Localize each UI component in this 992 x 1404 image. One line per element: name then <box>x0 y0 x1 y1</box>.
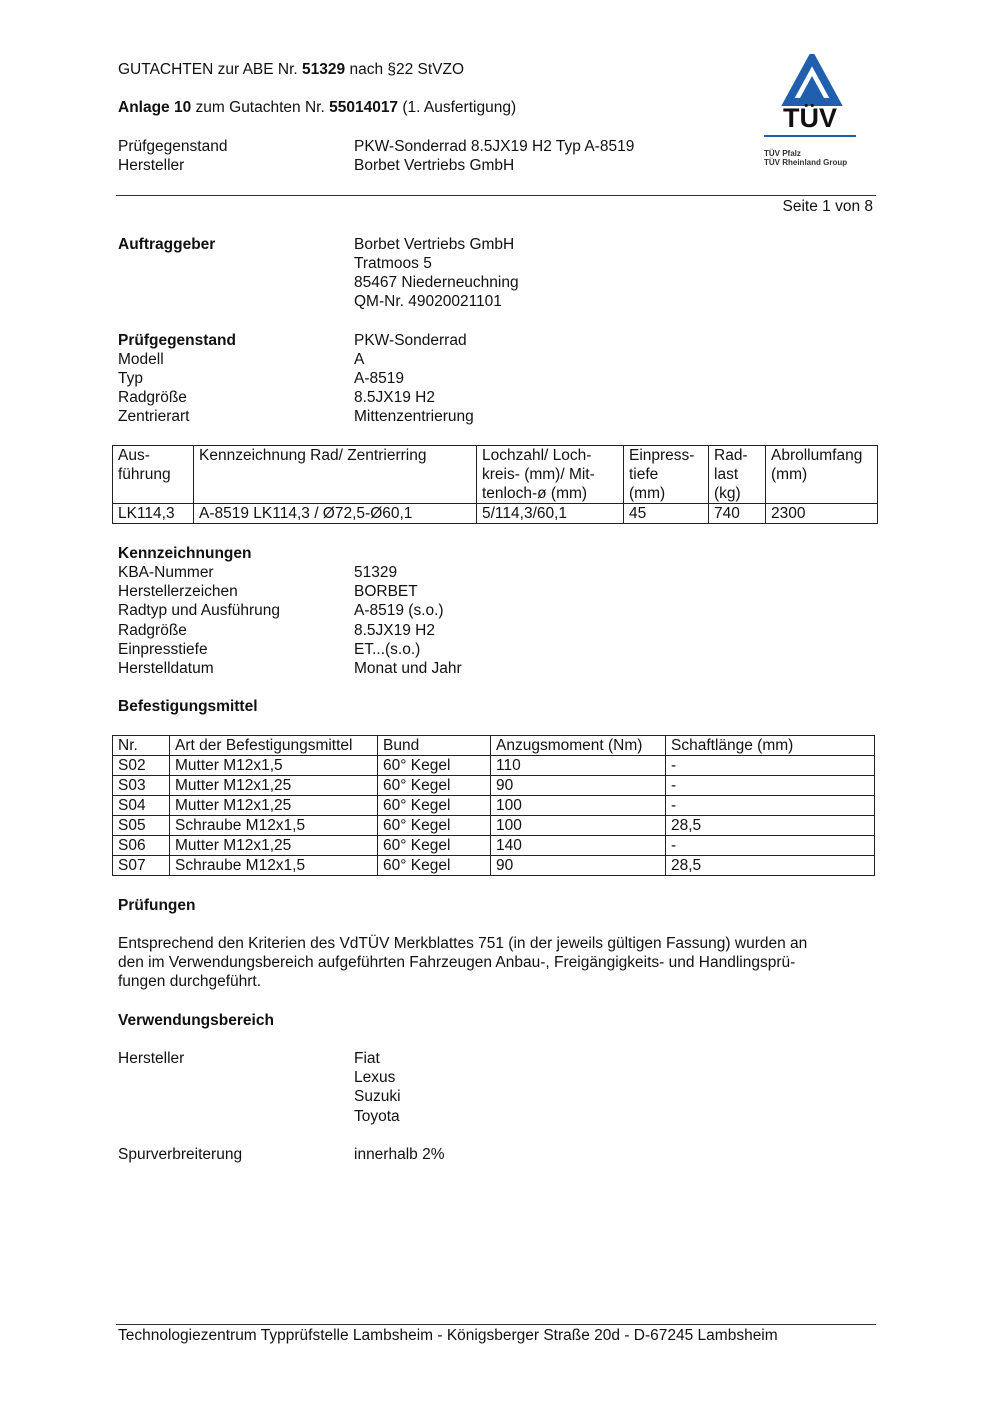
header-pruef-value: PKW-Sonderrad 8.5JX19 H2 Typ A-8519 <box>354 138 635 155</box>
table-cell: 140 <box>491 836 666 856</box>
table-row <box>113 816 875 836</box>
table-cell: Mutter M12x1,5 <box>170 756 378 776</box>
table-cell: - <box>666 836 875 856</box>
header-pruef-label: Prüfgegenstand <box>118 138 228 155</box>
verwendung-hersteller: Suzuki <box>354 1088 401 1105</box>
header-divider <box>116 195 876 196</box>
tuev-sub-2: TÜV Rheinland Group <box>764 158 848 167</box>
table-row <box>113 856 875 876</box>
kz-label: Radtyp und Ausführung <box>118 602 281 619</box>
header-line-2-suffix: (1. Ausfertigung) <box>402 99 517 116</box>
header-cell-line: Kennzeichnung Rad/ Zentrierring <box>199 447 427 464</box>
logo-divider <box>764 135 856 137</box>
table-cell: S02 <box>113 756 170 776</box>
table-cell: 60° Kegel <box>378 816 491 836</box>
pruefungen-text-line: Entsprechend den Kriterien des VdTÜV Merkblattes 751 (in der jeweils gültigen Fassung) wurden an <box>118 935 808 952</box>
befestigung-table <box>112 735 875 876</box>
table-cell: - <box>666 776 875 796</box>
table-cell: - <box>666 796 875 816</box>
table-cell: 110 <box>491 756 666 776</box>
befestigung-title <box>118 697 258 716</box>
table-cell: 60° Kegel <box>378 776 491 796</box>
header-cell-line: (mm) <box>629 485 666 502</box>
table-row <box>113 776 875 796</box>
table-cell: S07 <box>113 856 170 876</box>
page-number: Seite 1 von 8 <box>782 198 873 215</box>
rad-table-header <box>113 446 878 504</box>
table-cell: 45 <box>624 504 709 524</box>
table-cell: 60° Kegel <box>378 856 491 876</box>
pruefungen-title <box>118 896 196 915</box>
table-cell: - <box>666 756 875 776</box>
verwendung-title <box>118 1011 274 1030</box>
table-cell: S05 <box>113 816 170 836</box>
table-cell: 100 <box>491 796 666 816</box>
header-cell-line: Abrollumfang <box>771 447 863 464</box>
pruefgegenstand-label-text: Prüfgegenstand <box>118 332 236 349</box>
header-cell: Anzugsmoment (Nm) <box>491 736 666 756</box>
pruefungen-text-line: den im Verwendungsbereich aufgeführten Fahrzeugen Anbau-, Freigängigkeits- und Handlingsprü- <box>118 954 796 971</box>
table-row <box>113 836 875 856</box>
header-cell <box>766 446 878 504</box>
verwendung-hersteller: Lexus <box>354 1069 396 1086</box>
header-line-2-mid: zum Gutachten Nr. <box>195 99 325 116</box>
anlage-label: Anlage 10 <box>118 99 192 116</box>
kz-label: Radgröße <box>118 622 187 639</box>
header-cell <box>709 446 766 504</box>
table-cell: 90 <box>491 776 666 796</box>
kz-label: Einpresstiefe <box>118 641 208 658</box>
table-cell: S04 <box>113 796 170 816</box>
table-cell: 5/114,3/60,1 <box>477 504 624 524</box>
pruefungen-text-line: fungen durchgeführt. <box>118 973 262 990</box>
kz-value: A-8519 (s.o.) <box>354 602 444 619</box>
pruefgegenstand-value: PKW-Sonderrad <box>354 332 467 349</box>
header-line-1-suffix: nach §22 StVZO <box>349 61 465 78</box>
header-cell-line: (kg) <box>714 485 741 502</box>
table-cell: 2300 <box>766 504 878 524</box>
table-cell: 28,5 <box>666 856 875 876</box>
gutachten-number: 55014017 <box>329 99 399 116</box>
header-cell-line: Lochzahl/ Loch- <box>482 447 592 464</box>
header-cell-line: tenloch-ø (mm) <box>482 485 588 502</box>
header-hersteller-value: Borbet Vertriebs GmbH <box>354 157 515 174</box>
verwendung-title-text: Verwendungsbereich <box>118 1012 274 1029</box>
header-cell: Art der Befestigungsmittel <box>170 736 378 756</box>
auftraggeber-line: Borbet Vertriebs GmbH <box>354 236 515 253</box>
header-line-2 <box>118 98 516 117</box>
header-cell: Schaftlänge (mm) <box>666 736 875 756</box>
header-hersteller-label: Hersteller <box>118 157 185 174</box>
header-cell <box>113 446 194 504</box>
table-row <box>113 796 875 816</box>
verwendung-hersteller: Toyota <box>354 1108 400 1125</box>
table-row <box>113 504 878 524</box>
spur-value: innerhalb 2% <box>354 1146 445 1163</box>
header-cell-line: Einpress- <box>629 447 695 464</box>
header-cell-line: last <box>714 466 739 483</box>
typ-label: Typ <box>118 370 143 387</box>
footer-divider <box>116 1324 876 1325</box>
pruefgegenstand-label <box>118 331 236 350</box>
kz-value: BORBET <box>354 583 418 600</box>
zentrierart-label: Zentrierart <box>118 408 190 425</box>
typ-value: A-8519 <box>354 370 404 387</box>
auftraggeber-line: 85467 Niederneuchning <box>354 274 519 291</box>
kz-label: Herstelldatum <box>118 660 214 677</box>
header-line-1-prefix: GUTACHTEN zur ABE Nr. <box>118 61 298 78</box>
header-cell-line: kreis- (mm)/ Mit- <box>482 466 595 483</box>
table-cell: Schraube M12x1,5 <box>170 816 378 836</box>
rad-table <box>112 445 878 524</box>
modell-label: Modell <box>118 351 164 368</box>
tuev-sub-1: TÜV Pfalz <box>764 149 801 158</box>
kennzeichnungen-title-text: Kennzeichnungen <box>118 545 252 562</box>
tuev-brand: TÜV <box>783 103 837 133</box>
kz-value: ET...(s.o.) <box>354 641 421 658</box>
table-cell: Mutter M12x1,25 <box>170 836 378 856</box>
pruefungen-title-text: Prüfungen <box>118 897 196 914</box>
table-cell: 60° Kegel <box>378 836 491 856</box>
header-cell <box>624 446 709 504</box>
table-cell: LK114,3 <box>113 504 194 524</box>
header-line-1 <box>118 60 464 79</box>
kz-value: 8.5JX19 H2 <box>354 622 435 639</box>
footer-text: Technologiezentrum Typprüfstelle Lambsheim - Königsberger Straße 20d - D-67245 Lambsheim <box>118 1327 778 1344</box>
kz-label: KBA-Nummer <box>118 564 214 581</box>
auftraggeber-line: QM-Nr. 49020021101 <box>354 293 502 310</box>
table-cell: 100 <box>491 816 666 836</box>
kz-label: Herstellerzeichen <box>118 583 238 600</box>
table-row <box>113 756 875 776</box>
header-cell-line: Rad- <box>714 447 748 464</box>
table-cell: 60° Kegel <box>378 796 491 816</box>
table-cell: Schraube M12x1,5 <box>170 856 378 876</box>
kz-value: Monat und Jahr <box>354 660 462 677</box>
verwendung-hersteller: Fiat <box>354 1050 380 1067</box>
header-cell-line: führung <box>118 466 171 483</box>
table-cell: 60° Kegel <box>378 756 491 776</box>
header-cell-line: Aus- <box>118 447 150 464</box>
header-cell: Nr. <box>113 736 170 756</box>
header-cell-line: (mm) <box>771 466 808 483</box>
auftraggeber-label-text: Auftraggeber <box>118 236 216 253</box>
header-cell: Bund <box>378 736 491 756</box>
table-cell: Mutter M12x1,25 <box>170 776 378 796</box>
kennzeichnungen-title <box>118 544 251 563</box>
header-cell <box>194 446 477 504</box>
table-cell: S03 <box>113 776 170 796</box>
auftraggeber-label <box>118 235 215 254</box>
zentrierart-value: Mittenzentrierung <box>354 408 474 425</box>
abe-number: 51329 <box>302 61 346 78</box>
header-cell-line: tiefe <box>629 466 659 483</box>
befestigung-title-text: Befestigungsmittel <box>118 698 258 715</box>
table-cell: A-8519 LK114,3 / Ø72,5-Ø60,1 <box>194 504 477 524</box>
modell-value: A <box>354 351 365 368</box>
table-cell: S06 <box>113 836 170 856</box>
verwendung-hersteller-label: Hersteller <box>118 1050 185 1067</box>
table-cell: 740 <box>709 504 766 524</box>
table-cell: Mutter M12x1,25 <box>170 796 378 816</box>
kz-value: 51329 <box>354 564 398 581</box>
radgroesse-value: 8.5JX19 H2 <box>354 389 435 406</box>
header-cell <box>477 446 624 504</box>
auftraggeber-line: Tratmoos 5 <box>354 255 432 272</box>
befestigung-header <box>113 736 875 756</box>
table-cell: 90 <box>491 856 666 876</box>
radgroesse-label: Radgröße <box>118 389 187 406</box>
spur-label: Spurverbreiterung <box>118 1146 243 1163</box>
tuev-logo <box>762 54 862 174</box>
table-cell: 28,5 <box>666 816 875 836</box>
